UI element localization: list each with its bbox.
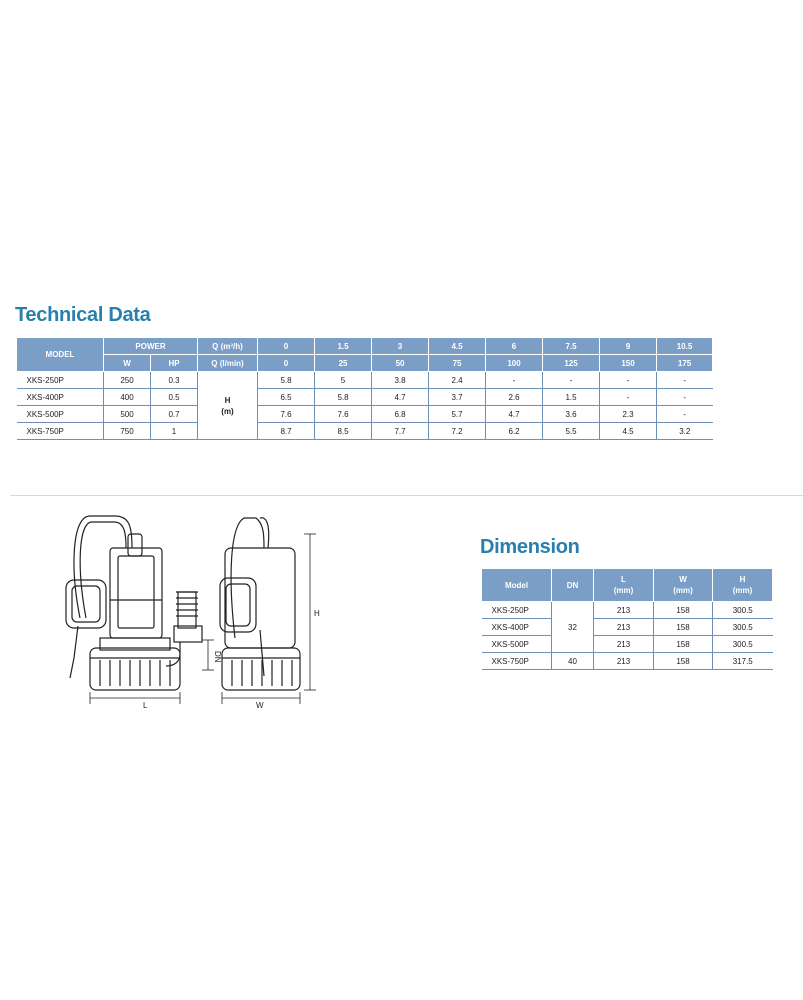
h-cell: 3.8 (372, 372, 429, 389)
h-cell: 5.8 (258, 372, 315, 389)
q-m3h-cell: 1.5 (315, 338, 372, 355)
q-m3h-cell: 9 (600, 338, 657, 355)
dn-cell: 32 (552, 602, 594, 653)
h-cell: 4.5 (600, 423, 657, 440)
drawing-label-w: W (256, 701, 264, 708)
h-cell: 5.7 (429, 406, 486, 423)
col-q-lmin: Q (l/min) (198, 355, 258, 372)
h-cell: - (657, 372, 713, 389)
col-l-unit: (mm) (613, 586, 634, 595)
h-cell: 6.2 (486, 423, 543, 440)
q-lmin-cell: 25 (315, 355, 372, 372)
h-cell: 300.5 (713, 636, 773, 653)
hp-cell: 0.5 (151, 389, 198, 406)
header-row-q-m3h (17, 338, 713, 355)
hp-cell: 0.7 (151, 406, 198, 423)
h-cell: - (486, 372, 543, 389)
section-divider (10, 495, 803, 496)
col-q-m3h: Q (m³/h) (198, 338, 258, 355)
technical-data-title: Technical Data (15, 304, 151, 326)
h-cell: 7.2 (429, 423, 486, 440)
h-cell: 2.6 (486, 389, 543, 406)
h-label: H (224, 395, 231, 405)
header-row-q-lmin (17, 355, 713, 372)
h-cell: 8.7 (258, 423, 315, 440)
h-cell: 5.5 (543, 423, 600, 440)
h-cell: 300.5 (713, 602, 773, 619)
table-row (482, 653, 773, 670)
model-cell: XKS-400P (17, 389, 104, 406)
model-cell: XKS-250P (17, 372, 104, 389)
model-cell: XKS-400P (482, 619, 552, 636)
dn-cell: 40 (552, 653, 594, 670)
q-m3h-cell: 7.5 (543, 338, 600, 355)
q-lmin-cell: 150 (600, 355, 657, 372)
col-w-label: W (679, 575, 687, 584)
hp-cell: 0.3 (151, 372, 198, 389)
h-cell: 4.7 (486, 406, 543, 423)
h-cell: - (600, 389, 657, 406)
q-lmin-cell: 50 (372, 355, 429, 372)
h-cell: 4.7 (372, 389, 429, 406)
drawing-label-l: L (143, 701, 148, 708)
table-row (17, 406, 713, 423)
h-cell: 7.7 (372, 423, 429, 440)
h-cell: 1.5 (543, 389, 600, 406)
dimension-table (481, 568, 773, 670)
q-m3h-cell: 0 (258, 338, 315, 355)
model-cell: XKS-750P (482, 653, 552, 670)
model-cell: XKS-250P (482, 602, 552, 619)
table-row (17, 372, 713, 389)
l-cell: 213 (594, 619, 654, 636)
table-row (482, 602, 773, 619)
h-cell: - (657, 406, 713, 423)
drawing-label-dn: DN (213, 651, 222, 663)
pump-side-view (66, 516, 202, 690)
w-cell: 250 (104, 372, 151, 389)
h-cell: 2.4 (429, 372, 486, 389)
h-cell: 7.6 (315, 406, 372, 423)
dimension-header-row (482, 569, 773, 602)
h-cell: 317.5 (713, 653, 773, 670)
h-cell: 2.3 (600, 406, 657, 423)
l-cell: 213 (594, 602, 654, 619)
table-row (482, 636, 773, 653)
w-cell: 158 (654, 619, 713, 636)
w-cell: 750 (104, 423, 151, 440)
w-cell: 158 (654, 653, 713, 670)
pump-drawing-svg (60, 508, 330, 708)
h-cell: 300.5 (713, 619, 773, 636)
w-cell: 500 (104, 406, 151, 423)
l-cell: 213 (594, 653, 654, 670)
h-cell: - (543, 372, 600, 389)
col-h-label: H (739, 575, 746, 584)
w-cell: 158 (654, 602, 713, 619)
table-row (482, 619, 773, 636)
col-dn: DN (552, 569, 594, 602)
h-cell: 6.8 (372, 406, 429, 423)
col-l (594, 569, 654, 602)
w-cell: 158 (654, 636, 713, 653)
l-cell: 213 (594, 636, 654, 653)
col-hp: HP (151, 355, 198, 372)
table-row (17, 423, 713, 440)
h-unit: (m) (221, 406, 234, 416)
q-lmin-cell: 0 (258, 355, 315, 372)
model-cell: XKS-750P (17, 423, 104, 440)
drawing-label-h: H (314, 609, 320, 618)
model-cell: XKS-500P (17, 406, 104, 423)
col-w-unit: (mm) (673, 586, 693, 595)
w-cell: 400 (104, 389, 151, 406)
col-l-label: L (621, 575, 626, 584)
q-lmin-cell: 100 (486, 355, 543, 372)
h-cell: - (600, 372, 657, 389)
q-lmin-cell: 175 (657, 355, 713, 372)
h-cell: 7.6 (258, 406, 315, 423)
col-w: W (104, 355, 151, 372)
col-w (654, 569, 713, 602)
technical-data-table (16, 337, 713, 440)
h-cell: 5.8 (315, 389, 372, 406)
h-cell: 3.7 (429, 389, 486, 406)
h-cell: 3.2 (657, 423, 713, 440)
col-power: POWER (104, 338, 198, 355)
h-cell: 3.6 (543, 406, 600, 423)
col-model: Model (482, 569, 552, 602)
pump-front-view (220, 518, 300, 690)
pump-dimension-drawing (60, 508, 330, 708)
h-cell: 6.5 (258, 389, 315, 406)
q-lmin-cell: 75 (429, 355, 486, 372)
q-m3h-cell: 10.5 (657, 338, 713, 355)
q-m3h-cell: 3 (372, 338, 429, 355)
col-h-unit: (mm) (732, 586, 753, 595)
table-row (17, 389, 713, 406)
model-cell: XKS-500P (482, 636, 552, 653)
dimension-title: Dimension (480, 536, 580, 558)
q-lmin-cell: 125 (543, 355, 600, 372)
h-cell: 5 (315, 372, 372, 389)
col-h (713, 569, 773, 602)
h-cell: 8.5 (315, 423, 372, 440)
q-m3h-cell: 6 (486, 338, 543, 355)
q-m3h-cell: 4.5 (429, 338, 486, 355)
hp-cell: 1 (151, 423, 198, 440)
col-model: MODEL (17, 338, 104, 372)
h-label-cell (198, 372, 258, 440)
h-cell: - (657, 389, 713, 406)
